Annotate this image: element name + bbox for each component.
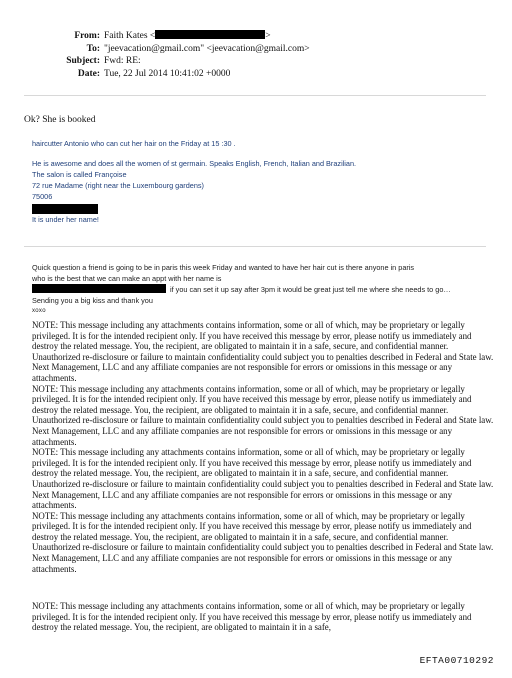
- legal-notice: NOTE: This message including any attachments contains information, some or all of which, may be proprietary or legally privileged. It is for the intended recipient only. If you have received this message by error, please notify us immediately and destroy the related message. You, the recipient, are obligated to maintain it in a safe, secure, and confidential manner. Unauthorized re-disclosure or failure to maintain confidentiality could subject you to penalties described in Federal and State law. Next Management, LLC and any affiliate companies are not responsible for errors or omissions in this message or any attachments.: [32, 510, 494, 574]
- document-stamp: EFTA00710292: [419, 655, 494, 666]
- legal-notice: NOTE: This message including any attachments contains information, some or all of which, may be proprietary or legally privileged. It is for the intended recipient only. If you have received this message by error, please notify us immediately and destroy the related message. You, the recipient, are obligated to maintain it in a safe, secure, and confidential manner. Unauthorized re-disclosure or failure to maintain confidentiality could subject you to penalties described in Federal and State law. Next Management, LLC and any affiliate companies are not responsible for errors or omissions in this message or any attachments.: [32, 447, 494, 511]
- forwarded-line-4: 72 rue Madame (right near the Luxembourg gardens): [32, 181, 204, 190]
- question-line-2: who is the best that we can make an appt with her name is: [32, 274, 222, 283]
- forwarded-line-6: It is under her name!: [32, 215, 99, 224]
- divider: [24, 246, 486, 247]
- question-line-1: Quick question a friend is going to be in paris this week Friday and wanted to have her hair cut is there anyone in paris: [32, 263, 415, 272]
- from-name: Faith Kates <: [104, 31, 156, 41]
- forwarded-line-1: haircutter Antonio who can cut her hair on the Friday at 15 :30 .: [32, 139, 236, 148]
- to-value: "jeevacation@gmail.com" <jeevacation@gmail.com>: [104, 43, 310, 54]
- redaction-bar: [32, 284, 166, 293]
- legal-notice: NOTE: This message including any attachments contains information, some or all of which, may be proprietary or legally privileged. It is for the intended recipient only. If you have received this message by error, please notify us immediately and destroy the related message. You, the recipient, are obligated to maintain it in a safe, secure, and confidential manner. Unauthorized re-disclosure or failure to maintain confidentiality could subject you to penalties described in Federal and State law. Next Management, LLC and any affiliate companies are not responsible for errors or omissions in this message or any attachments.: [32, 383, 494, 447]
- question-line-4: Sending you a big kiss and thank you: [32, 296, 153, 305]
- from-suffix: >: [265, 31, 271, 41]
- question-line-3: [32, 284, 502, 295]
- divider: [24, 95, 486, 96]
- subject-row: [0, 55, 512, 68]
- question-line-5: xoxo: [32, 308, 46, 314]
- reply-text: Ok? She is booked: [24, 115, 96, 125]
- redaction-bar: [32, 204, 98, 214]
- email-header: [0, 30, 512, 80]
- to-label: To:: [86, 43, 100, 54]
- to-row: [0, 43, 512, 56]
- question-block: [32, 262, 502, 317]
- from-value: [104, 30, 271, 43]
- redaction-bar: [155, 30, 265, 39]
- forwarded-line-3: The salon is called Françoise: [32, 170, 127, 179]
- from-row: [0, 30, 512, 43]
- date-row: [0, 68, 512, 81]
- date-label: Date:: [77, 68, 100, 79]
- forwarded-line-2: He is awesome and does all the women of st germain. Speaks English, French, Italian and Brazilian.: [32, 159, 357, 168]
- legal-notice: NOTE: This message including any attachments contains information, some or all of which, may be proprietary or legally privileged. It is for the intended recipient only. If you have received this message by error, please notify us immediately and destroy the related message. You, the recipient, are obligated to maintain it in a safe, secure, and confidential manner. Unauthorized re-disclosure or failure to maintain confidentiality could subject you to penalties described in Federal and State law. Next Management, LLC and any affiliate companies are not responsible for errors or omissions in this message or any attachments.: [32, 320, 494, 383]
- from-label: From:: [74, 31, 100, 41]
- subject-label: Subject:: [66, 56, 100, 66]
- subject-value: Fwd: RE:: [104, 56, 141, 66]
- legal-notices: [32, 320, 498, 574]
- question-line-3-text: if you can set it up say after 3pm it would be great just tell me where she needs to go…: [170, 285, 451, 294]
- forwarded-line-5: 75006: [32, 192, 53, 201]
- legal-notice-truncated: NOTE: This message including any attachments contains information, some or all of which, may be proprietary or legally privileged. It is for the intended recipient only. If you have received this message by error, please notify us immediately and destroy the related message. You, the recipient, are obligated to maintain it in a safe,: [32, 601, 472, 633]
- date-value: Tue, 22 Jul 2014 10:41:02 +0000: [104, 68, 231, 79]
